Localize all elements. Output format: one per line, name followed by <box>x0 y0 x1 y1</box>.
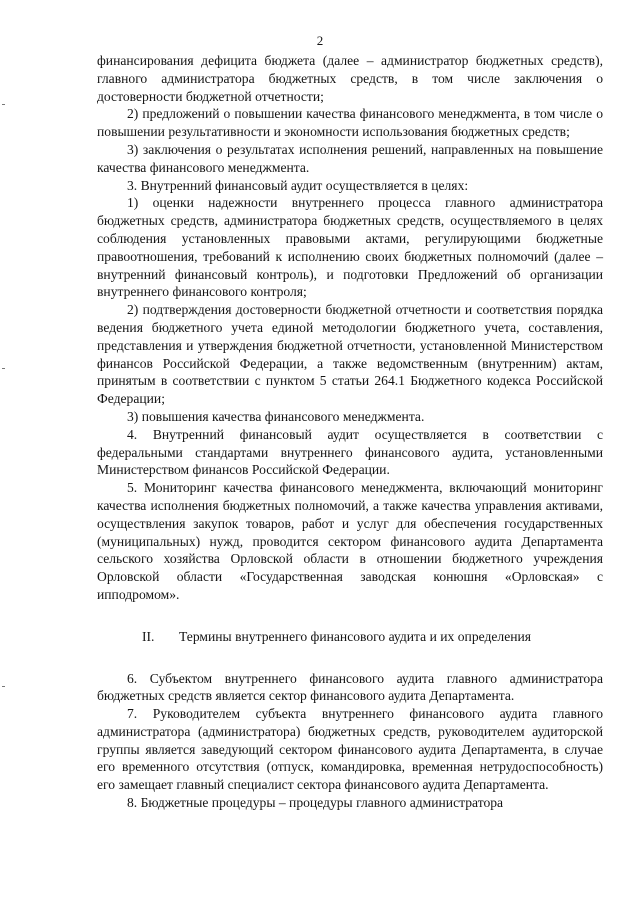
paragraph-intro: финансирования дефицита бюджета (далее – администратор бюджетных средств), главного администратора бюджетных средств, в том числе заключения о достоверности бюджетной отчетности; <box>97 53 603 104</box>
paragraph-list-item: 3) заключения о результатах исполнения решений, направленных на повышение качества финансового менеджмента. <box>97 141 603 175</box>
section-title: Термины внутреннего финансового аудита и их определения <box>179 628 532 644</box>
paragraph-list-item: 3) повышения качества финансового менеджмента. <box>127 408 425 424</box>
paragraph-clause-6: 6. Субъектом внутреннего финансового аудита главного администратора бюджетных средств является сектор финансового аудита Департамента. <box>97 670 603 704</box>
paragraph-clause-4: 4. Внутренний финансовый аудит осуществляется в соответствии с федеральными стандартами внутреннего финансового аудита, установленными Министерством финансов Российской Федерации. <box>97 426 603 478</box>
paragraph-list-item: 1) оценки надежности внутреннего процесса главного администратора бюджетных средств, администратора бюджетных средств, осуществляемого в целях соблюдения установленных правовыми актами, регулирующими бюджетные правоотношения, требований к исполнению своих бюджетных полномочий (далее – внутренний финансовый контроль), и подготовки Предложений об организации внутреннего финансового контроля; <box>97 195 603 300</box>
paragraph-clause-3: 3. Внутренний финансовый аудит осуществляется в целях: <box>127 177 469 193</box>
scan-mark <box>2 686 5 687</box>
scan-mark <box>2 104 5 105</box>
scan-mark <box>2 368 5 369</box>
paragraph-clause-7: 7. Руководителем субъекта внутреннего финансового аудита главного администратора (администратора) бюджетных средств, руководителем аудиторской группы является заведующий сектором финансового аудита Департамента, в случае его временного отсутствия (отпуск, командировка, временная нетрудоспособность) его замещает главный специалист сектора финансового аудита Департамента. <box>97 706 603 793</box>
page-number: 2 <box>316 33 324 48</box>
paragraph-list-item: 2) предложений о повышении качества финансового менеджмента, в том числе о повышении результативности и экономности использования бюджетных средств; <box>97 106 603 140</box>
paragraph-clause-8: 8. Бюджетные процедуры – процедуры главного администратора <box>127 795 504 811</box>
paragraph-list-item: 2) подтверждения достоверности бюджетной отчетности и соответствия порядка ведения бюджетного учета единой методологии бюджетного учета, составления, представления и утверждения бюджетной отчетности, установленной Министерством финансов Российской Федерации, а также ведомственным (внутренним) актам, принятым в соответствии с пунктом 5 статьи 264.1 Бюджетного кодекса Российской Федерации; <box>97 302 603 407</box>
paragraph-clause-5: 5. Мониторинг качества финансового менеджмента, включающий мониторинг качества исполнения бюджетных полномочий, а также качества управления активами, осуществления закупок товаров, работ и услуг для обеспечения государственных (муниципальных) нужд, проводится сектором финансового аудита Департамента сельского хозяйства Орловской области в отношении бюджетного учреждения Орловской области «Государственная заводская конюшня «Орловская» с ипподромом». <box>97 480 603 602</box>
document-body <box>97 52 603 812</box>
section-number: II. <box>142 628 155 644</box>
section-heading <box>97 628 603 646</box>
